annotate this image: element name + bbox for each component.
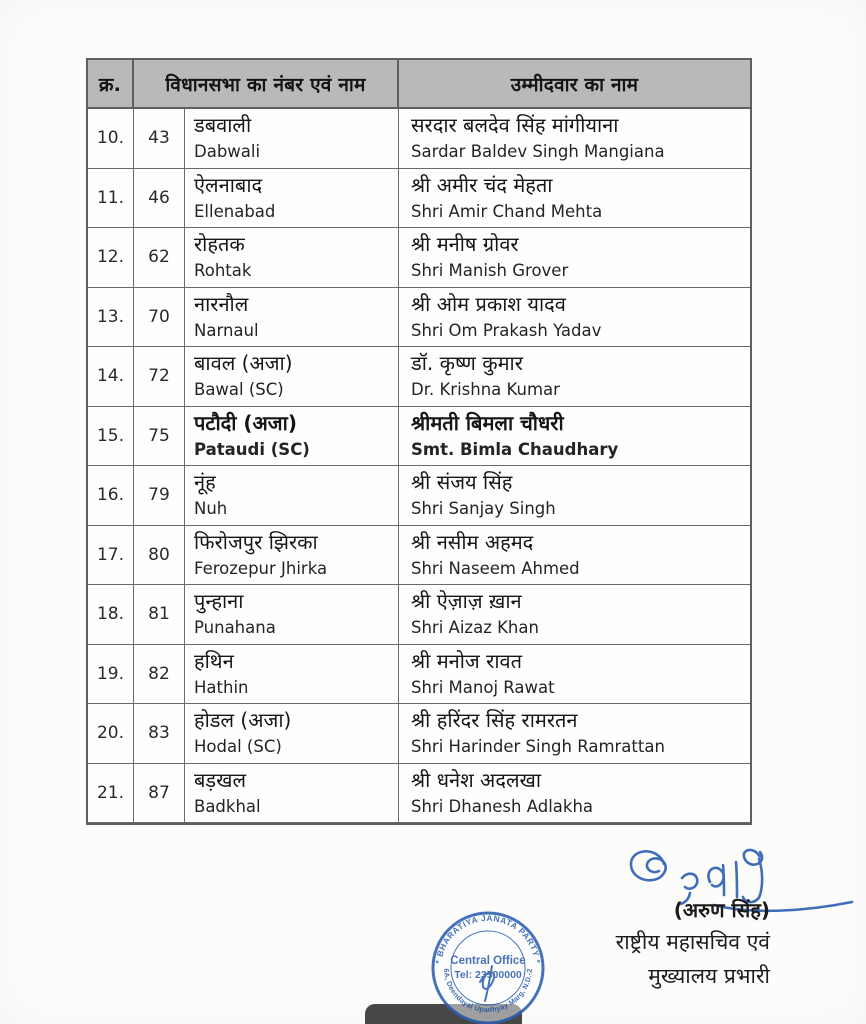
constituency-number-cell [134, 169, 185, 229]
candidate-name-hindi: श्रीमती बिमला चौधरी [411, 410, 564, 435]
serial-cell [88, 704, 134, 764]
candidate-name-cell [399, 169, 750, 229]
constituency-name-hindi: बड़खल [194, 767, 247, 792]
serial-text: 20. [96, 723, 125, 744]
header-serial: क्र. [88, 60, 134, 109]
constituency-number: 87 [148, 782, 170, 803]
constituency-name-cell [185, 585, 399, 645]
candidate-name-cell [399, 764, 750, 824]
constituency-name-hindi: पुन्हाना [194, 589, 244, 614]
serial-text: 13. [96, 306, 125, 327]
constituency-name-hindi: हथिन [194, 648, 234, 673]
signatory-designation-line2: मुख्यालय प्रभारी [648, 964, 770, 988]
serial-text: 12. [96, 247, 125, 268]
candidate-name-english: Sardar Baldev Singh Mangiana [411, 142, 665, 162]
serial-text: 15. [96, 425, 125, 446]
svg-text:Tel: 23500000: Tel: 23500000 [454, 969, 522, 981]
candidate-name-cell [399, 645, 750, 705]
candidate-name-english: Shri Manoj Rawat [411, 677, 555, 697]
candidate-name-cell [399, 407, 750, 467]
header-constituency: विधानसभा का नंबर एवं नाम [134, 60, 399, 109]
candidate-name-english: Shri Om Prakash Yadav [411, 320, 602, 340]
constituency-name-cell [185, 526, 399, 586]
constituency-name-english: Hathin [194, 677, 249, 697]
candidate-name-cell [399, 526, 750, 586]
serial-text: 11. [96, 187, 125, 208]
candidate-name-cell [399, 585, 750, 645]
constituency-number: 81 [148, 604, 170, 625]
constituency-name-english: Punahana [194, 618, 276, 638]
constituency-number-cell [134, 526, 185, 586]
constituency-name-hindi: रोहतक [194, 232, 245, 257]
constituency-number: 82 [148, 663, 170, 684]
serial-cell [88, 407, 134, 467]
constituency-name-english: Bawal (SC) [194, 380, 284, 400]
constituency-name-english: Dabwali [194, 142, 261, 162]
constituency-number-cell [134, 347, 185, 407]
constituency-number-cell [134, 585, 185, 645]
serial-cell [88, 466, 134, 526]
serial-text: 17. [96, 544, 125, 565]
constituency-number-cell [134, 764, 185, 824]
constituency-name-cell [185, 645, 399, 705]
candidate-name-english: Shri Manish Grover [411, 261, 569, 281]
serial-cell [88, 645, 134, 705]
constituency-number-cell [134, 288, 185, 348]
candidate-name-hindi: सरदार बलदेव सिंह मांगीयाना [411, 113, 619, 138]
constituency-name-english: Ellenabad [194, 201, 276, 221]
candidate-name-hindi: श्री मनोज रावत [411, 648, 523, 673]
candidate-name-cell [399, 704, 750, 764]
candidate-name-english: Shri Aizaz Khan [411, 618, 539, 638]
serial-text: 19. [96, 663, 125, 684]
candidate-name-hindi: श्री संजय सिंह [411, 470, 513, 495]
constituency-name-english: Pataudi (SC) [194, 439, 310, 459]
candidate-name-cell [399, 347, 750, 407]
candidate-name-english: Shri Naseem Ahmed [411, 558, 580, 578]
candidate-name-hindi: श्री हरिंदर सिंह रामरतन [411, 708, 578, 733]
constituency-number-cell [134, 109, 185, 169]
svg-text:6A, Deendayal Upadhyay Marg, N: 6A, Deendayal Upadhyay Marg, N.D.-2 [441, 968, 535, 1015]
constituency-name-cell [185, 407, 399, 467]
serial-text: 10. [96, 128, 125, 149]
constituency-number-cell [134, 466, 185, 526]
constituency-name-hindi: फिरोजपुर झिरका [194, 529, 318, 554]
serial-cell [88, 228, 134, 288]
candidate-name-english: Shri Dhanesh Adlakha [411, 796, 594, 816]
constituency-name-hindi: होडल (अजा) [194, 708, 292, 733]
serial-cell [88, 288, 134, 348]
candidate-name-hindi: श्री मनीष ग्रोवर [411, 232, 519, 257]
serial-text: 21. [96, 782, 125, 803]
constituency-number: 72 [148, 366, 170, 387]
constituency-name-english: Badkhal [194, 796, 261, 816]
candidate-name-english: Shri Amir Chand Mehta [411, 201, 603, 221]
serial-cell [88, 585, 134, 645]
constituency-number: 70 [148, 306, 170, 327]
constituency-name-hindi: ऐलनाबाद [194, 172, 263, 197]
serial-text: 16. [96, 485, 125, 506]
candidate-name-hindi: श्री ऐज़ाज़ ख़ान [411, 589, 522, 614]
candidate-name-english: Dr. Krishna Kumar [411, 380, 560, 400]
serial-cell [88, 109, 134, 169]
serial-cell [88, 526, 134, 586]
signatory-name: (अरुण सिंह) [673, 898, 770, 922]
svg-text:Central Office: Central Office [450, 955, 526, 967]
constituency-number-cell [134, 407, 185, 467]
header-candidate: उम्मीदवार का नाम [399, 60, 750, 109]
constituency-number: 83 [148, 723, 170, 744]
constituency-number: 46 [148, 187, 170, 208]
candidate-name-cell [399, 228, 750, 288]
serial-cell [88, 169, 134, 229]
constituency-name-english: Hodal (SC) [194, 737, 282, 757]
candidate-name-hindi: श्री अमीर चंद मेहता [411, 172, 553, 197]
serial-text: 18. [96, 604, 125, 625]
constituency-name-cell [185, 228, 399, 288]
constituency-number: 62 [148, 247, 170, 268]
candidate-table [86, 58, 752, 825]
constituency-name-english: Narnaul [194, 320, 259, 340]
candidate-name-english: Shri Sanjay Singh [411, 499, 556, 519]
constituency-name-hindi: पटौदी (अजा) [194, 410, 297, 435]
constituency-name-cell [185, 466, 399, 526]
constituency-name-cell [185, 704, 399, 764]
constituency-name-hindi: नूंह [194, 470, 216, 495]
constituency-name-cell [185, 109, 399, 169]
signatory-designation-line1: राष्ट्रीय महासचिव एवं [615, 930, 770, 954]
constituency-number: 79 [148, 485, 170, 506]
constituency-name-cell [185, 764, 399, 824]
candidate-name-hindi: श्री धनेश अदलखा [411, 767, 542, 792]
constituency-name-hindi: डबवाली [194, 113, 252, 138]
constituency-number: 80 [148, 544, 170, 565]
party-stamp-icon [428, 908, 548, 1024]
svg-text:* BHARATIYA JANATA PARTY *: * BHARATIYA JANATA PARTY * [433, 912, 543, 965]
candidate-name-english: Smt. Bimla Chaudhary [411, 439, 619, 459]
constituency-name-hindi: नारनौल [194, 291, 249, 316]
constituency-name-hindi: बावल (अजा) [194, 351, 293, 376]
candidate-name-hindi: डॉ. कृष्ण कुमार [411, 351, 523, 376]
constituency-name-cell [185, 347, 399, 407]
constituency-name-english: Rohtak [194, 261, 252, 281]
constituency-name-cell [185, 169, 399, 229]
constituency-name-english: Ferozepur Jhirka [194, 558, 328, 578]
candidate-name-hindi: श्री ओम प्रकाश यादव [411, 291, 566, 316]
candidate-name-english: Shri Harinder Singh Ramrattan [411, 737, 665, 757]
candidate-name-cell [399, 466, 750, 526]
serial-cell [88, 764, 134, 824]
candidate-name-cell [399, 109, 750, 169]
constituency-number-cell [134, 704, 185, 764]
candidate-name-cell [399, 288, 750, 348]
constituency-name-english: Nuh [194, 499, 228, 519]
constituency-number: 43 [148, 128, 170, 149]
candidate-name-hindi: श्री नसीम अहमद [411, 529, 534, 554]
serial-text: 14. [96, 366, 125, 387]
constituency-number-cell [134, 645, 185, 705]
constituency-number-cell [134, 228, 185, 288]
constituency-number: 75 [148, 425, 170, 446]
serial-cell [88, 347, 134, 407]
constituency-name-cell [185, 288, 399, 348]
